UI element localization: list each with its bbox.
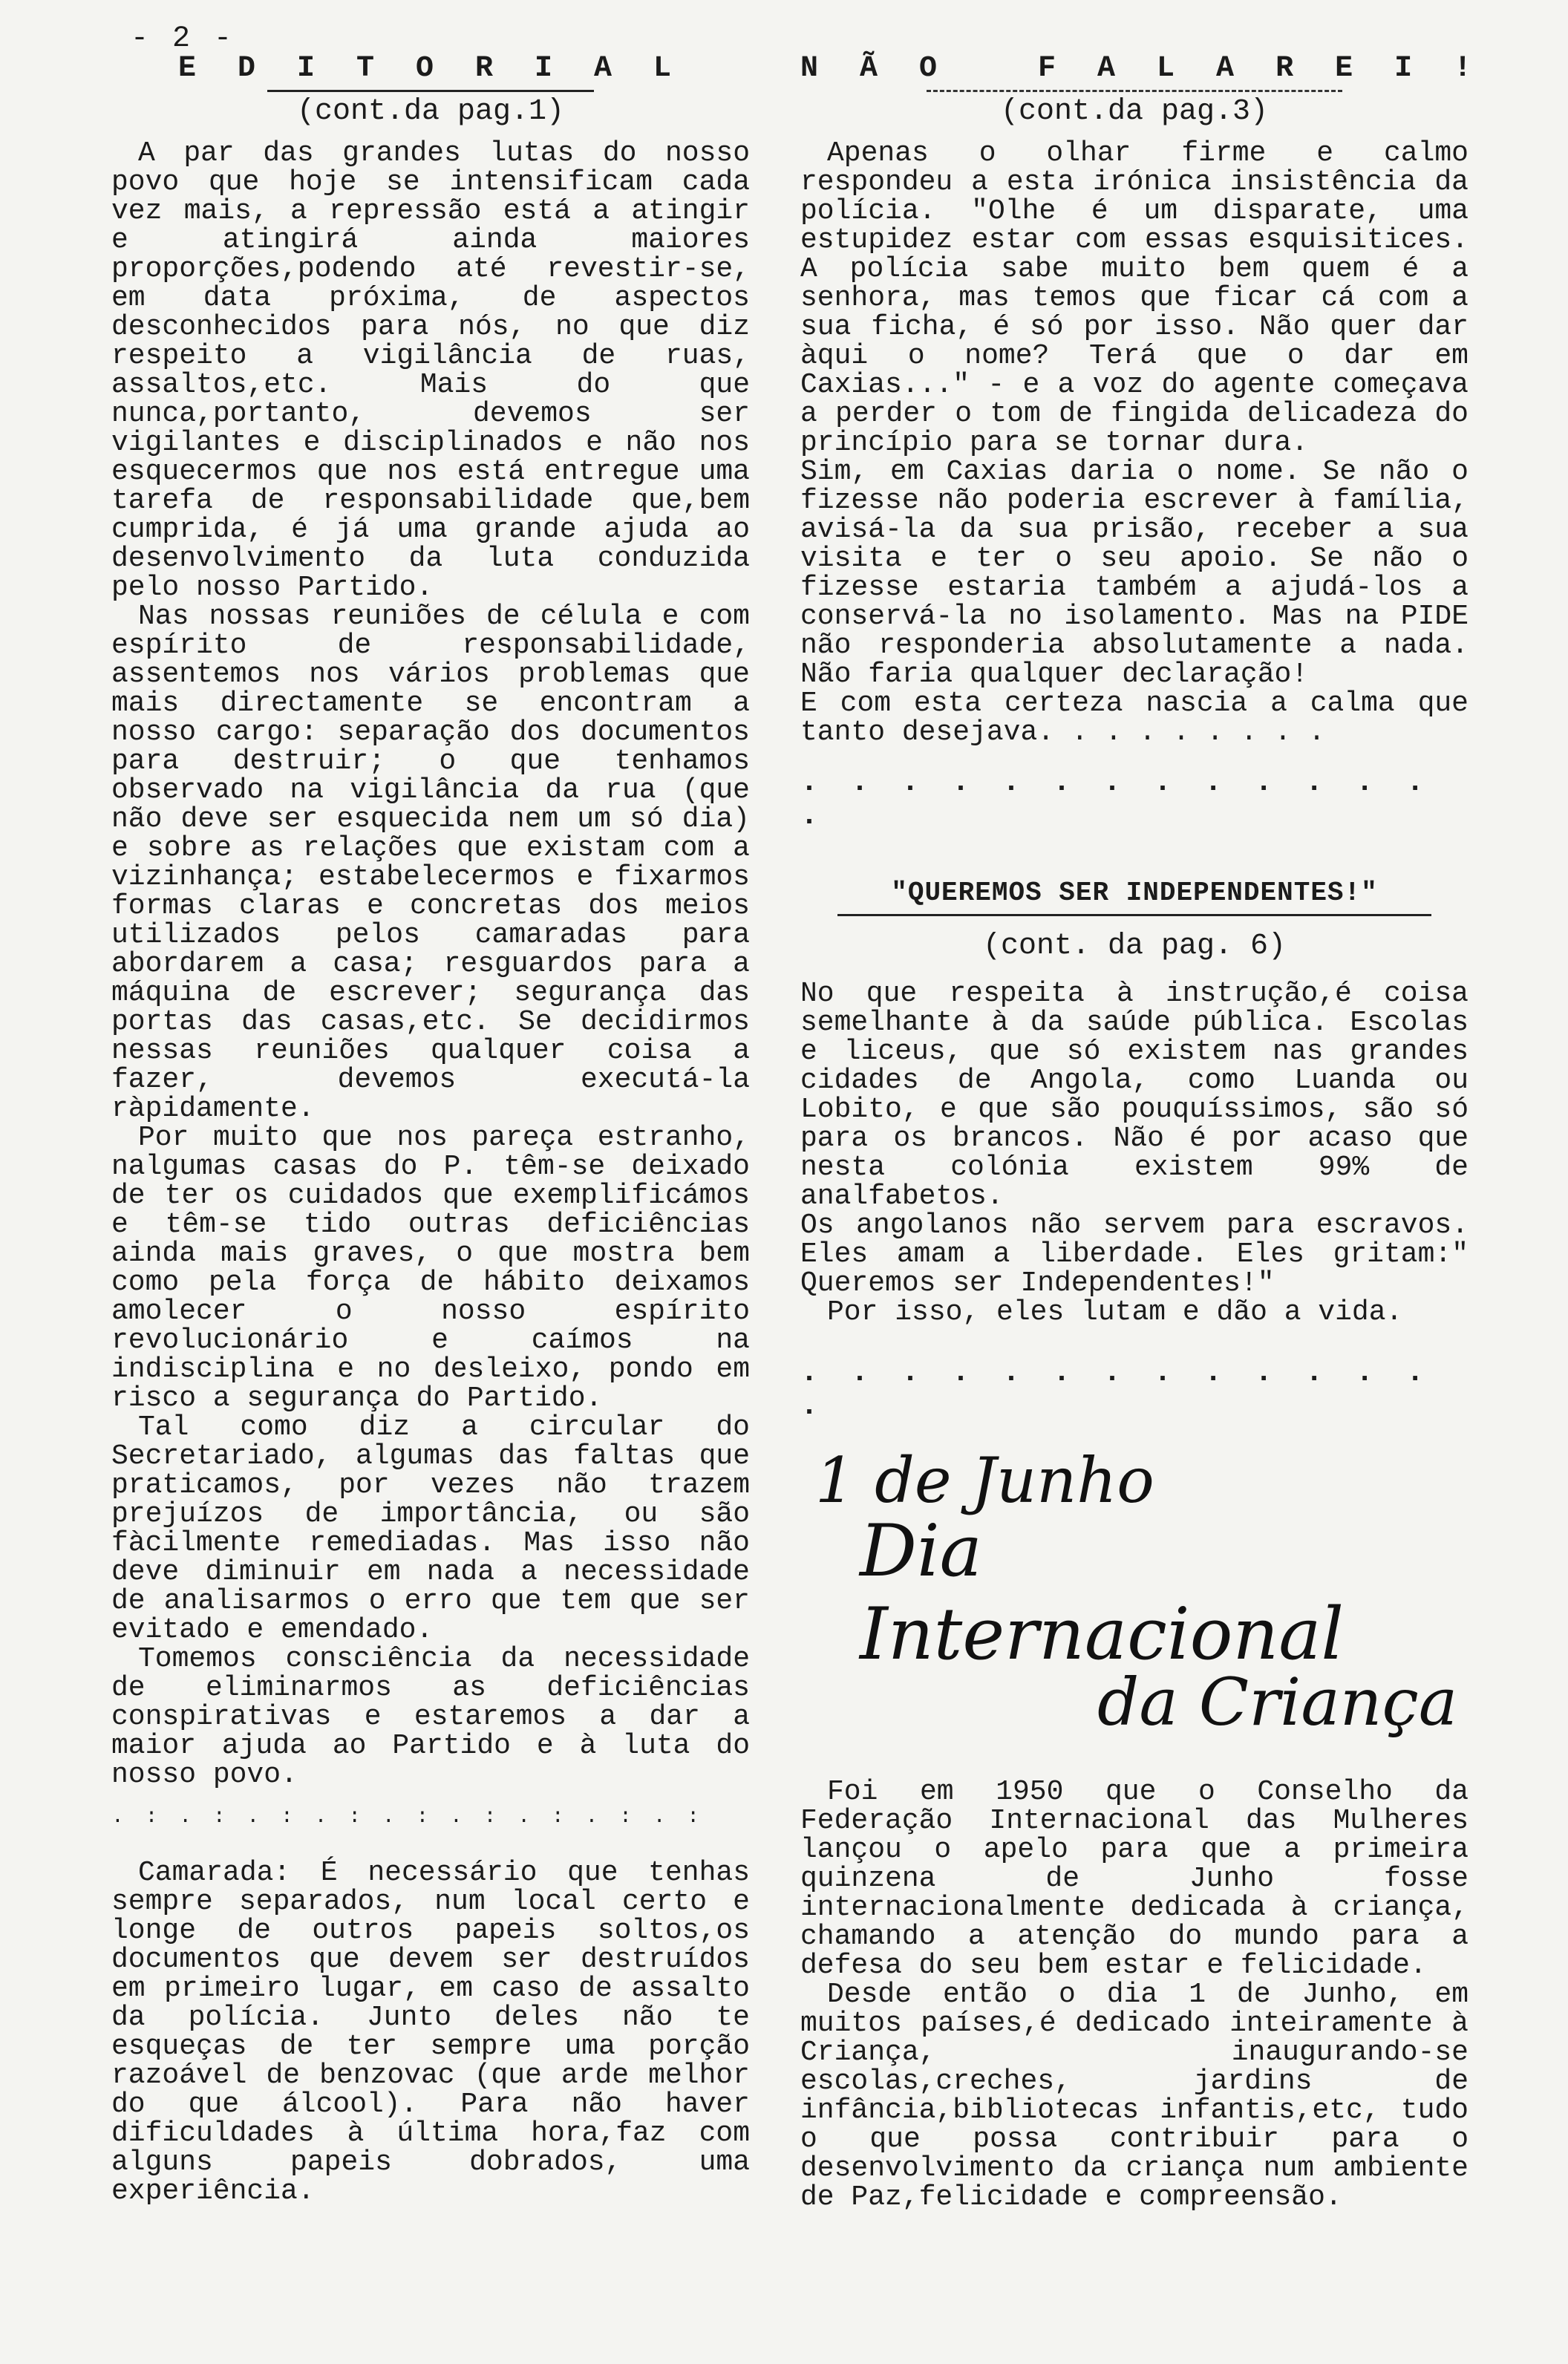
editorial-separator: . : . : . : . : . : . : . : . : . :	[111, 1806, 705, 1829]
nao-falarei-paragraph-2: Sim, em Caxias daria o nome. Se não o fizesse não poderia escrever à família, avisá-la da sua prisão, receber a sua visita e ter o seu apoio. Se não o fizesse estaria também a ajudá-los a conservá-la no isolamento. Mas na PIDE não responderia absolutamente a nada. Não faria qualquer declaração!	[800, 456, 1469, 690]
nao-falarei-paragraph-3: E com esta certeza nascia a calma que tanto desejava. . . . . . . . .	[800, 688, 1469, 748]
editorial-paragraph-1: A par das grandes lutas do nosso povo que hoje se intensificam cada vez mais, a repressão está a atingir e atingirá ainda maiores proporções,podendo até revestir-se, em data próxima, de aspectos desconhecidos para nós, no que diz respeito a vigilância de ruas, assaltos,etc. Mais do que nunca,portanto, devemos ser vigilantes e disciplinados e não nos esquecermos que nos está entregue uma tarefa de responsabilidade que,bem cumprida, é já uma grande ajuda ao desenvolvimento da luta conduzida pelo nosso Partido.	[111, 137, 750, 604]
junho-headline	[800, 1444, 1469, 1740]
editorial-paragraph-4: Tal como diz a circular do Secretariado, algumas das faltas que praticamos, por vezes não trazem prejuízos de importância, ou são fàcilmente remediadas. Mas isso não deve diminuir em nada a necessidade de analisarmos o erro que tem que ser evitado e emendado.	[111, 1411, 750, 1646]
editorial-paragraph-3: Por muito que nos pareça estranho, nalgumas casas do P. têm-se deixado de ter os cuidados que exemplificámos e têm-se tido outras deficiências ainda mais graves, o que mostra bem como pela força de hábito deixamos amolecer o nosso espírito revolucionário e caímos na indisciplina e no desleixo, pondo em risco a segurança do Partido.	[111, 1122, 750, 1414]
editorial-paragraph-5: Tomemos consciência da necessidade de eliminarmos as deficiências conspirativas e estaremos a dar a maior ajuda ao Partido e à luta do nosso povo.	[111, 1643, 750, 1791]
junho-headline-line-1: 1 de Junho	[815, 1444, 1154, 1517]
junho-paragraph-1: Foi em 1950 que o Conselho da Federação Internacional das Mulheres lançou o apelo para que a primeira quinzena de Junho fosse internacionalmente dedicada à criança, chamando a atenção do mundo para a defesa do seu bem estar e felicidade.	[800, 1776, 1469, 1982]
page-number: - 2 -	[131, 22, 235, 56]
queremos-paragraph-2: Os angolanos não servem para escravos. Eles amam a liberdade. Eles gritam:" Queremos ser Independentes!"	[800, 1209, 1469, 1299]
nao-falarei-title: N Ã O F A L A R E I !	[800, 52, 1484, 85]
right-column	[800, 52, 1484, 2213]
junho-headline-line-3: da Criança	[1097, 1664, 1458, 1740]
editorial-title: E D I T O R I A L	[177, 52, 684, 85]
nao-falarei-continued: (cont.da pag.3)	[927, 90, 1342, 128]
junho-body	[800, 1777, 1469, 2212]
queremos-paragraph-3: Por isso, eles lutam e dão a vida.	[827, 1296, 1403, 1328]
nao-falarei-paragraph-1: Apenas o olhar firme e calmo respondeu a esta irónica insistência da polícia. "Olhe é um disparate, uma estupidez estar com essas esquisitices. A polícia sabe muito bem quem é a senhora, mas temos que ficar cá com a sua ficha, é só por isso. Não quer dar àqui o nome? Terá que o dar em Caxias..." - e a voz do agente começava a perder o tom de fingida delicadeza do princípio para se tornar dura.	[800, 137, 1469, 459]
queremos-separator: . . . . . . . . . . . . . .	[800, 1356, 1432, 1423]
queremos-body	[800, 979, 1469, 1327]
left-column	[111, 52, 750, 2206]
junho-paragraph-2: Desde então o dia 1 de Junho, em muitos países,é dedicado inteiramente à Criança, inaugurando-se escolas,creches, jardins de infância,bibliotecas infantis,etc, tudo o que possa contribuir para o desenvolvimento da criança num ambiente de Paz,felicidade e compreensão.	[800, 1979, 1469, 2213]
camarada-note: Camarada: É necessário que tenhas sempre separados, num local certo e longe de outros papeis soltos,os documentos que devem ser destruídos em primeiro lugar, em caso de assalto da polícia. Junto deles não te esqueças de ter sempre uma porção razoável de benzovac (que arde melhor do que álcool). Para não haver dificuldades à última hora,faz com alguns papeis dobrados, uma experiência.	[111, 1857, 750, 2207]
editorial-body	[111, 139, 750, 1789]
queremos-title: "QUEREMOS SER INDEPENDENTES!"	[891, 878, 1378, 908]
editorial-continued: (cont.da pag.1)	[267, 90, 594, 128]
queremos-rule	[837, 914, 1431, 916]
queremos-continued: (cont. da pag. 6)	[982, 930, 1287, 963]
editorial-paragraph-2: Nas nossas reuniões de célula e com espírito de responsabilidade, assentemos nos vários problemas que mais directamente se encontram a nosso cargo: separação dos documentos para destruir; o que tenhamos observado na vigilância da rua (que não deve ser esquecida nem um só dia) e sobre as relações que existam com a vizinhança; estabelecermos e fixarmos formas claras e concretas dos meios utilizados pelos camaradas para abordarem a casa; resguardos para a máquina de escrever; segurança das portas das casas,etc. Se decidirmos nessas reuniões qualquer coisa a fazer, devemos executá-la ràpidamente.	[111, 601, 750, 1125]
junho-headline-line-2: Dia Internacional	[860, 1509, 1345, 1676]
nao-falarei-body	[800, 139, 1469, 747]
nao-falarei-separator: . . . . . . . . . . . . . .	[800, 766, 1432, 833]
queremos-paragraph-1: No que respeita à instrução,é coisa semelhante à da saúde pública. Escolas e liceus, que só existem nas grandes cidades de Angola, como Luanda ou Lobito, e que são pouquíssimos, são só para os brancos. Não é por acaso que nesta colónia existem 99% de analfabetos.	[800, 978, 1469, 1212]
